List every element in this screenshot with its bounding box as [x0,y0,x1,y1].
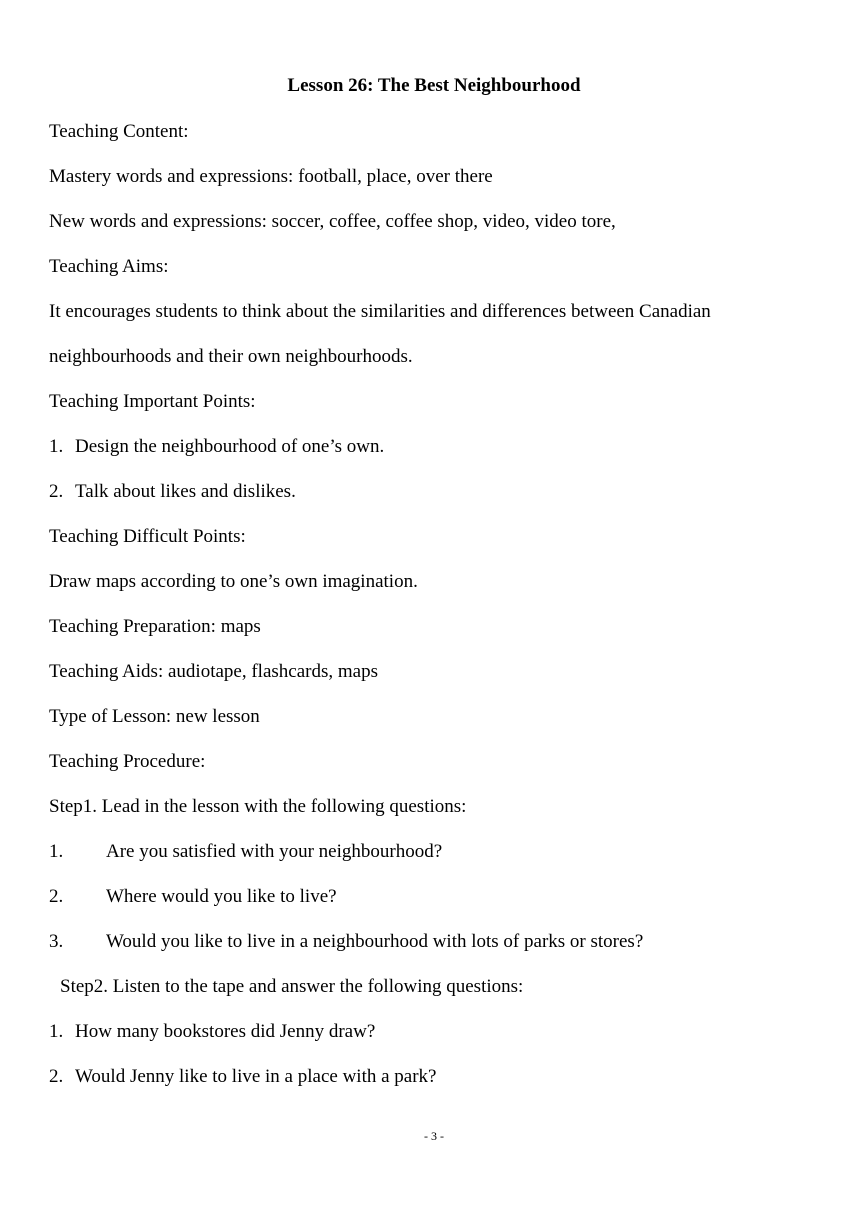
lesson-title: Lesson 26: The Best Neighbourhood [287,75,581,96]
list-number: 1. [49,1021,64,1042]
list-item-text: How many bookstores did Jenny draw? [75,1021,376,1042]
important-points-heading: Teaching Important Points: [49,391,256,412]
teaching-aims-heading: Teaching Aims: [49,256,169,277]
important-point-item [49,480,296,504]
step1-question-item [49,840,442,864]
step1-question-item [49,885,337,909]
difficult-points-text: Draw maps according to one’s own imagination. [49,571,418,592]
procedure-heading: Teaching Procedure: [49,751,206,772]
lesson-type-line: Type of Lesson: new lesson [49,706,260,727]
teaching-aims-line-1: It encourages students to think about the similarities and differences between Canadian [49,301,711,322]
step2-question-item [49,1020,375,1044]
teaching-aids-line: Teaching Aids: audiotape, flashcards, maps [49,661,378,682]
mastery-words-line: Mastery words and expressions: football, place, over there [49,166,493,187]
step2-line: Step2. Listen to the tape and answer the following questions: [60,976,524,997]
list-number: 2. [49,886,64,907]
new-words-line: New words and expressions: soccer, coffee, coffee shop, video, video tore, [49,211,616,232]
teaching-aims-line-2: neighbourhoods and their own neighbourhoods. [49,346,413,367]
list-number: 3. [49,931,64,952]
list-item-text: Are you satisfied with your neighbourhood? [106,841,443,862]
list-number: 2. [49,481,64,502]
list-number: 2. [49,1066,64,1087]
list-item-text: Talk about likes and dislikes. [75,481,296,502]
difficult-points-heading: Teaching Difficult Points: [49,526,246,547]
list-number: 1. [49,436,64,457]
list-item-text: Would you like to live in a neighbourhood with lots of parks or stores? [106,931,644,952]
list-number: 1. [49,841,64,862]
list-item-text: Where would you like to live? [106,886,337,907]
list-item-text: Design the neighbourhood of one’s own. [75,436,385,457]
teaching-content-heading: Teaching Content: [49,121,189,142]
step1-question-item [49,930,643,954]
important-point-item [49,435,384,459]
teaching-preparation-line: Teaching Preparation: maps [49,616,261,637]
list-item-text: Would Jenny like to live in a place with a park? [75,1066,437,1087]
step2-question-item [49,1065,436,1089]
step1-line: Step1. Lead in the lesson with the following questions: [49,796,467,817]
page-number: - 3 - [424,1129,444,1143]
